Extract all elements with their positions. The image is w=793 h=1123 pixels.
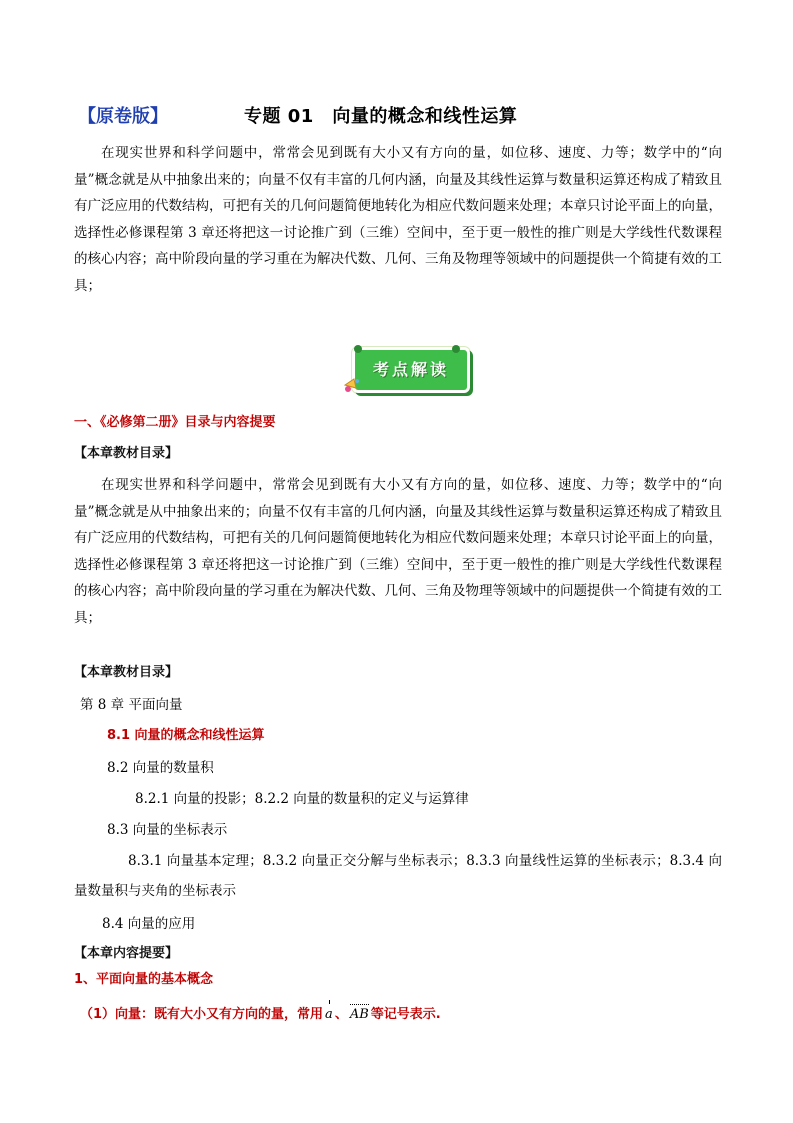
textbook-toc-heading-2: 【本章教材目录】 bbox=[74, 665, 179, 680]
vector-definition bbox=[80, 1002, 441, 1025]
vector-ab-symbol: AB bbox=[350, 1005, 369, 1025]
page-title: 专题 01 向量的概念和线性运算 bbox=[244, 106, 518, 127]
edition-tag: 【原卷版】 bbox=[78, 106, 168, 127]
definition-suffix: 等记号表示. bbox=[370, 1007, 441, 1022]
toc-item-8-1: 8.1 向量的概念和线性运算 bbox=[107, 728, 265, 743]
toc-item-8-2-sub: 8.2.1 向量的投影；8.2.2 向量的数量积的定义与运算律 bbox=[135, 791, 469, 807]
intro-paragraph: 在现实世界和科学问题中，常常会见到既有大小又有方向的量，如位移、速度、力等；数学中的“向量”概念就是从中抽象出来的；向量不仅有丰富的几何内涵，向量及其线性运算与数量积运算还构成了精致且有广泛应用的代数结构，可把有关的几何问题简便地转化为相应代数问题来处理；本章只讨论平面上的向量，选择性必修课程第 3 章还将把这一讨论推广到（三维）空间中，至于更一般性的推广则是大学线性代数课程的核心内容；高中阶段向量的学习重在为解决代数、几何、三角及物理等领域中的问题提供一个简捷有效的工具； bbox=[74, 145, 722, 294]
textbook-toc-heading: 【本章教材目录】 bbox=[74, 446, 179, 461]
separator: 、 bbox=[334, 1007, 348, 1022]
summary-item-1: 1、平面向量的基本概念 bbox=[74, 972, 214, 987]
toc-item-8-4: 8.4 向量的应用 bbox=[102, 916, 196, 932]
banner-label: 考点解读 bbox=[372, 360, 449, 379]
megaphone-icon bbox=[342, 371, 366, 395]
definition-prefix: （1）向量：既有大小又有方向的量，常用 bbox=[80, 1007, 324, 1022]
vector-a-symbol: a bbox=[325, 1002, 333, 1025]
toc-chapter: 第 8 章 平面向量 bbox=[80, 697, 183, 713]
section-heading: 一、《必修第二册》目录与内容提要 bbox=[74, 415, 276, 430]
summary-heading: 【本章内容提要】 bbox=[74, 946, 179, 961]
toc-item-8-2: 8.2 向量的数量积 bbox=[107, 760, 214, 776]
pin-icon bbox=[354, 345, 362, 353]
toc-item-8-3-sub: 8.3.1 向量基本定理；8.3.2 向量正交分解与坐标表示；8.3.3 向量线性运算的坐标表示；8.3.4 向量数量积与夹角的坐标表示 bbox=[74, 853, 722, 899]
toc-item-8-3: 8.3 向量的坐标表示 bbox=[107, 822, 228, 838]
section-paragraph: 在现实世界和科学问题中，常常会见到既有大小又有方向的量，如位移、速度、力等；数学中的“向量”概念就是从中抽象出来的；向量不仅有丰富的几何内涵，向量及其线性运算与数量积运算还构成了精致且有广泛应用的代数结构，可把有关的几何问题简便地转化为相应代数问题来处理；本章只讨论平面上的向量，选择性必修课程第 3 章还将把这一讨论推广到（三维）空间中，至于更一般性的推广则是大学线性代数课程的核心内容；高中阶段向量的学习重在为解决代数、几何、三角及物理等领域中的问题提供一个简捷有效的工具； bbox=[74, 477, 722, 626]
banner-box bbox=[352, 347, 470, 393]
title-line bbox=[78, 104, 728, 130]
pin-icon bbox=[452, 345, 460, 353]
key-points-banner bbox=[342, 343, 472, 395]
